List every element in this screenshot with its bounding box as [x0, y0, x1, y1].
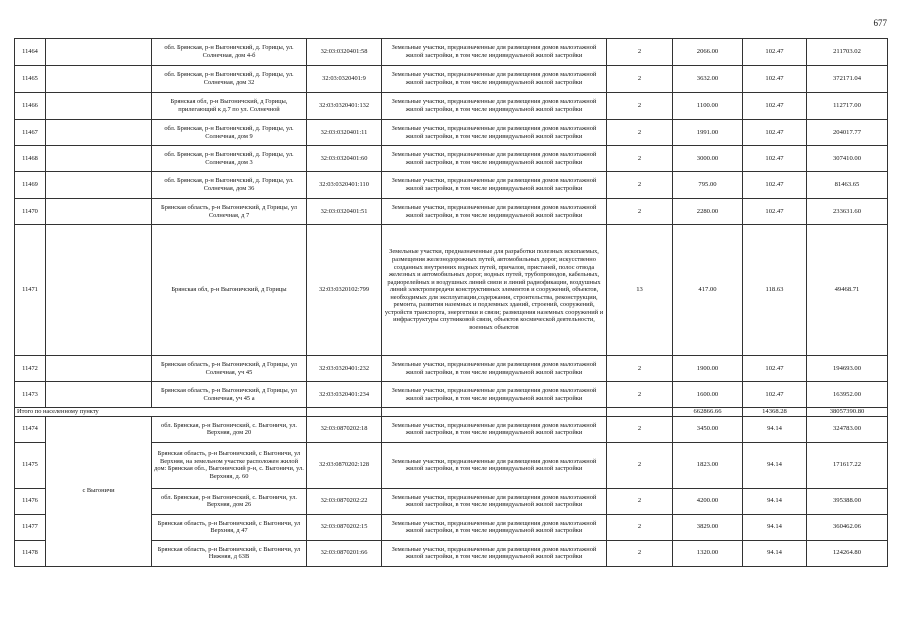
row-number: 11471 — [15, 225, 46, 356]
row-cadastral-number: 32:03:0320401:51 — [307, 199, 382, 225]
row-land-purpose: Земельные участки, предназначенные для размещения домов малоэтажной жилой застройки, в том числе индивидуальной жилой застройки — [382, 514, 607, 540]
row-cadastral-value: 194693.00 — [807, 356, 888, 382]
row-cadastral-value: 171617.22 — [807, 442, 888, 488]
row-land-purpose: Земельные участки, предназначенные для размещения домов малоэтажной жилой застройки, в том числе индивидуальной жилой застройки — [382, 540, 607, 566]
row-number: 11469 — [15, 172, 46, 199]
row-cadastral-number: 32:03:0870202:18 — [307, 416, 382, 442]
row-land-purpose: Земельные участки, предназначенные для размещения домов малоэтажной жилой застройки, в том числе индивидуальной жилой застройки — [382, 120, 607, 146]
row-group: 2 — [607, 488, 673, 514]
row-address: Брянская область, р-н Выгоничский, д Горицы, ул Солнечная, уч 45 — [152, 356, 307, 382]
row-group: 2 — [607, 146, 673, 172]
row-cadastral-value: 395388.00 — [807, 488, 888, 514]
row-area: 3632.00 — [673, 66, 743, 93]
row-specific-value: 118.63 — [743, 225, 807, 356]
row-area: 1100.00 — [673, 93, 743, 120]
row-area: 795.00 — [673, 172, 743, 199]
row-name-cell — [46, 199, 152, 225]
row-area: 2280.00 — [673, 199, 743, 225]
row-area: 2066.00 — [673, 39, 743, 66]
row-cadastral-number: 32:03:0320401:9 — [307, 66, 382, 93]
row-group: 2 — [607, 442, 673, 488]
row-cadastral-number: 32:03:0320102:799 — [307, 225, 382, 356]
row-name-cell — [46, 356, 152, 382]
row-group: 2 — [607, 514, 673, 540]
row-cadastral-number: 32:03:0320401:60 — [307, 146, 382, 172]
row-name-cell — [46, 146, 152, 172]
row-specific-value: 94.14 — [743, 488, 807, 514]
page-number: 677 — [873, 18, 887, 28]
row-land-purpose: Земельные участки, предназначенные для размещения домов малоэтажной жилой застройки, в том числе индивидуальной жилой застройки — [382, 172, 607, 199]
row-address: Брянская область, р-н Выгоничский, д Горицы, ул Солнечная, уч 45 а — [152, 382, 307, 408]
row-number: 11464 — [15, 39, 46, 66]
total-area: 662866.66 — [673, 408, 743, 417]
table-row — [15, 172, 888, 199]
row-land-purpose: Земельные участки, предназначенные для разработки полезных ископаемых, размещения железнодорожных путей, автомобильных дорог, искусственно созданных внутренних водных путей, причалов, пристаней, полос отвода железных и автомобильных дорог, водных путей, трубопроводов, кабельных, радиорелейных и воздушных линий связи и линий радиофикации, воздушных линий электропередачи конструктивных элементов и сооружений, объектов, необходимых для эксплуатации,содержания, строительства, реконструкции, ремонта, развития наземных и подземных зданий, строений, сооружений, устройств транспорта, энергетики и связи; размещения наземных сооружений и инфраструктуры спутниковой связи, объектов космической деятельности, военных объектов — [382, 225, 607, 356]
row-cadastral-number: 32:03:0870202:128 — [307, 442, 382, 488]
row-area: 1320.00 — [673, 540, 743, 566]
row-land-purpose: Земельные участки, предназначенные для размещения домов малоэтажной жилой застройки, в том числе индивидуальной жилой застройки — [382, 199, 607, 225]
row-area: 417.00 — [673, 225, 743, 356]
row-cadastral-value: 112717.00 — [807, 93, 888, 120]
row-name-cell — [46, 172, 152, 199]
row-number: 11477 — [15, 514, 46, 540]
row-name-cell — [46, 39, 152, 66]
row-address: обл. Брянская, р-н Выгоничский, д. Горицы, ул. Солнечная, дом 32 — [152, 66, 307, 93]
row-land-purpose: Земельные участки, предназначенные для размещения домов малоэтажной жилой застройки, в том числе индивидуальной жилой застройки — [382, 382, 607, 408]
row-address: обл. Брянская, р-н Выгоничский, д. Горицы, ул. Солнечная, дом 4-б — [152, 39, 307, 66]
table-row — [15, 93, 888, 120]
row-area: 1991.00 — [673, 120, 743, 146]
row-cadastral-value: 233631.60 — [807, 199, 888, 225]
row-land-purpose: Земельные участки, предназначенные для размещения домов малоэтажной жилой застройки, в том числе индивидуальной жилой застройки — [382, 146, 607, 172]
row-area: 1900.00 — [673, 356, 743, 382]
row-group: 2 — [607, 416, 673, 442]
table-row — [15, 225, 888, 356]
table-row — [15, 199, 888, 225]
row-address: Брянская область, р-н Выгоничский, д Горицы, ул Солнечная, д 7 — [152, 199, 307, 225]
table-row — [15, 66, 888, 93]
row-cadastral-number: 32:03:0870202:15 — [307, 514, 382, 540]
row-land-purpose: Земельные участки, предназначенные для размещения домов малоэтажной жилой застройки, в том числе индивидуальной жилой застройки — [382, 488, 607, 514]
row-name-cell — [46, 225, 152, 356]
row-specific-value: 102.47 — [743, 120, 807, 146]
row-group: 2 — [607, 66, 673, 93]
table-row — [15, 39, 888, 66]
row-number: 11467 — [15, 120, 46, 146]
row-specific-value: 94.14 — [743, 442, 807, 488]
row-area: 1823.00 — [673, 442, 743, 488]
row-land-purpose: Земельные участки, предназначенные для размещения домов малоэтажной жилой застройки, в том числе индивидуальной жилой застройки — [382, 93, 607, 120]
total-value: 38057390.80 — [807, 408, 888, 417]
row-group: 2 — [607, 39, 673, 66]
row-cadastral-value: 324783.00 — [807, 416, 888, 442]
row-address: обл. Брянская, р-н Выгоничский, д. Горицы, ул. Солнечная, дом 36 — [152, 172, 307, 199]
row-address: обл. Брянская, р-н Выгоничский, д. Горицы, ул. Солнечная, дом 3 — [152, 146, 307, 172]
row-number: 11472 — [15, 356, 46, 382]
row-number: 11465 — [15, 66, 46, 93]
row-number: 11466 — [15, 93, 46, 120]
row-address: Брянская область, р-н Выгоничский, с Выгоничи, ул Верхняя, на земельном участке расположен жилой дом: Брянская обл., Выгоничский р-н, с. Выгоничи, ул. Верхняя, д. 60 — [152, 442, 307, 488]
row-number: 11478 — [15, 540, 46, 566]
row-name-cell — [46, 120, 152, 146]
row-cadastral-number: 32:03:0320401:234 — [307, 382, 382, 408]
row-specific-value: 102.47 — [743, 39, 807, 66]
row-group: 13 — [607, 225, 673, 356]
row-number: 11473 — [15, 382, 46, 408]
row-cadastral-number: 32:03:0320401:132 — [307, 93, 382, 120]
row-group: 2 — [607, 540, 673, 566]
row-cadastral-number: 32:03:0870201:66 — [307, 540, 382, 566]
row-address: обл. Брянская, р-н Выгоничский, с. Выгоничи, ул. Верхняя, дом 26 — [152, 488, 307, 514]
row-group: 2 — [607, 120, 673, 146]
row-group: 2 — [607, 199, 673, 225]
row-address: Брянская область, р-н Выгоничский, с Выгоничи, ул Верхняя, д 47 — [152, 514, 307, 540]
row-specific-value: 102.47 — [743, 199, 807, 225]
row-area: 3000.00 — [673, 146, 743, 172]
row-cadastral-value: 124264.80 — [807, 540, 888, 566]
row-address: обл. Брянская, р-н Выгоничский, с. Выгоничи, ул. Верхняя, дом 20 — [152, 416, 307, 442]
row-cadastral-value: 204017.77 — [807, 120, 888, 146]
row-cadastral-value: 211703.02 — [807, 39, 888, 66]
row-cadastral-value: 163952.00 — [807, 382, 888, 408]
settlement-name: с Выгоничи — [46, 416, 152, 566]
row-number: 11475 — [15, 442, 46, 488]
table-row — [15, 356, 888, 382]
total-label: Итого по населенному пункту — [15, 408, 307, 417]
row-cadastral-value: 372171.04 — [807, 66, 888, 93]
row-area: 4200.00 — [673, 488, 743, 514]
row-number: 11468 — [15, 146, 46, 172]
row-group: 2 — [607, 93, 673, 120]
row-land-purpose: Земельные участки, предназначенные для размещения домов малоэтажной жилой застройки, в том числе индивидуальной жилой застройки — [382, 442, 607, 488]
row-group: 2 — [607, 356, 673, 382]
row-name-cell — [46, 93, 152, 120]
row-area: 3450.00 — [673, 416, 743, 442]
row-land-purpose: Земельные участки, предназначенные для размещения домов малоэтажной жилой застройки, в том числе индивидуальной жилой застройки — [382, 39, 607, 66]
row-group: 2 — [607, 382, 673, 408]
table-row — [15, 382, 888, 408]
row-address: Брянская обл, р-н Выгоничский, д Горицы — [152, 225, 307, 356]
row-name-cell — [46, 382, 152, 408]
row-cadastral-number: 32:03:0320401:110 — [307, 172, 382, 199]
row-specific-value: 94.14 — [743, 416, 807, 442]
row-address: обл. Брянская, р-н Выгоничский, д. Горицы, ул. Солнечная, дом 9 — [152, 120, 307, 146]
cadastral-value-table — [14, 38, 888, 567]
row-cadastral-number: 32:03:0320401:11 — [307, 120, 382, 146]
row-number: 11474 — [15, 416, 46, 442]
row-cadastral-number: 32:03:0870202:22 — [307, 488, 382, 514]
row-cadastral-number: 32:03:0320401:232 — [307, 356, 382, 382]
row-specific-value: 102.47 — [743, 93, 807, 120]
row-land-purpose: Земельные участки, предназначенные для размещения домов малоэтажной жилой застройки, в том числе индивидуальной жилой застройки — [382, 66, 607, 93]
settlement-total-row — [15, 408, 888, 417]
row-land-purpose: Земельные участки, предназначенные для размещения домов малоэтажной жилой застройки, в том числе индивидуальной жилой застройки — [382, 356, 607, 382]
row-number: 11470 — [15, 199, 46, 225]
table-row — [15, 146, 888, 172]
row-land-purpose: Земельные участки, предназначенные для размещения домов малоэтажной жилой застройки, в том числе индивидуальной жилой застройки — [382, 416, 607, 442]
row-cadastral-number: 32:03:0320401:58 — [307, 39, 382, 66]
table-row — [15, 416, 888, 442]
row-number: 11476 — [15, 488, 46, 514]
row-specific-value: 102.47 — [743, 382, 807, 408]
row-specific-value: 102.47 — [743, 66, 807, 93]
row-area: 1600.00 — [673, 382, 743, 408]
row-cadastral-value: 49468.71 — [807, 225, 888, 356]
row-specific-value: 94.14 — [743, 514, 807, 540]
row-specific-value: 102.47 — [743, 356, 807, 382]
row-specific-value: 94.14 — [743, 540, 807, 566]
row-cadastral-value: 307410.00 — [807, 146, 888, 172]
row-specific-value: 102.47 — [743, 172, 807, 199]
row-group: 2 — [607, 172, 673, 199]
row-cadastral-value: 81463.65 — [807, 172, 888, 199]
total-rate: 14368.28 — [743, 408, 807, 417]
row-name-cell — [46, 66, 152, 93]
row-area: 3829.00 — [673, 514, 743, 540]
row-address: Брянская обл, р-н Выгоничский, д Горицы, прилегающий к д.7 по ул. Солнечной — [152, 93, 307, 120]
row-specific-value: 102.47 — [743, 146, 807, 172]
row-cadastral-value: 360462.06 — [807, 514, 888, 540]
row-address: Брянская область, р-н Выгоничский, с Выгоничи, ул Нижняя, д 63В — [152, 540, 307, 566]
table-row — [15, 120, 888, 146]
